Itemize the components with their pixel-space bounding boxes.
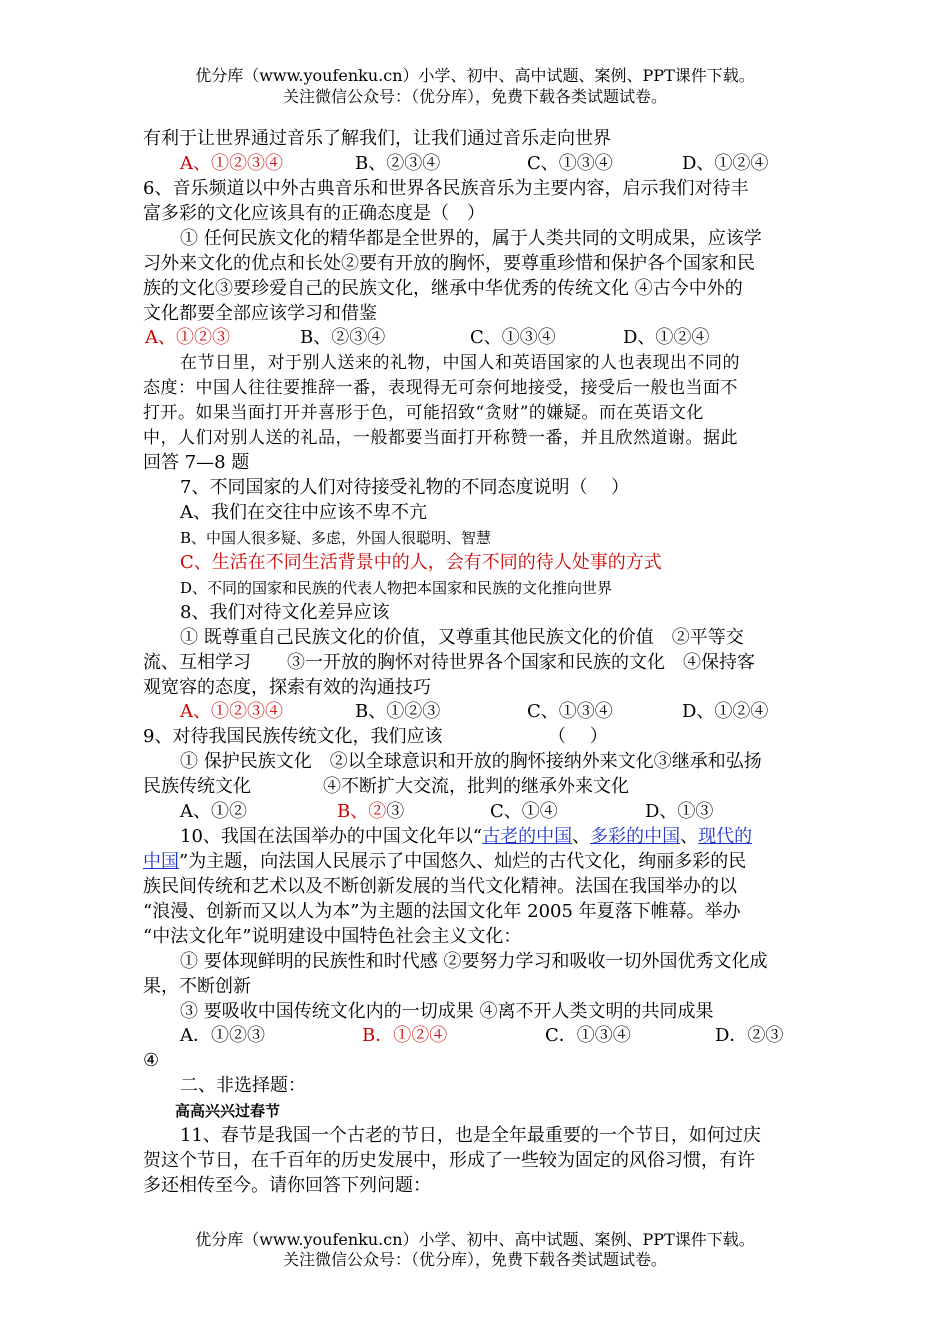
q9-option-c: C、①④	[490, 801, 558, 822]
q7-option-a: A、我们在交往中应该不卑不亢	[180, 502, 427, 523]
q10-line-1	[180, 825, 752, 849]
q5-option-c: C、①③④	[527, 153, 613, 174]
q6-stem-2: 富多彩的文化应该具有的正确态度是（ ）	[143, 203, 485, 224]
passage-line-4: 中，人们对别人送的礼品，一般都要当面打开称赞一番，并且欣然道谢。据此	[143, 428, 738, 448]
q10-body-1: 族民间传统和艺术以及不断创新发展的当代文化精神。法国在我国举办的以	[143, 876, 737, 897]
footer-line-2: 关注微信公众号：（优分库），免费下载各类试题试卷。	[282, 1250, 667, 1269]
footer-line-1: 优分库（www.youfenku.cn）小学、初中、高中试题、案例、PPT课件下载。	[195, 1230, 755, 1249]
passage-line-3: 打开。如果当面打开并喜形于色，可能招致“贪财”的嫌疑。而在英语文化	[143, 403, 704, 423]
q6-body-4: 文化都要全部应该学习和借鉴	[143, 303, 377, 324]
q5-option-a: A、①②③④	[180, 153, 283, 174]
q10-option-d: D．②③	[715, 1025, 784, 1046]
q10-sep-1: 、	[572, 826, 591, 847]
q10-item-2: ③ 要吸收中国传统文化内的一切成果 ④离不开人类文明的共同成果	[180, 1001, 714, 1022]
q8-option-b: B、①②③	[355, 701, 441, 722]
q7-option-d: D、不同的国家和民族的代表人物把本国家和民族的文化推向世界	[180, 579, 613, 597]
q11-line-1: 11、春节是我国一个古老的节日，也是全年最重要的一个节日，如何过庆	[180, 1125, 761, 1146]
q8-body-1: ① 既尊重自己民族文化的价值，又尊重其他民族文化的价值 ②平等交	[180, 627, 744, 648]
passage-line-1: 在节日里，对于别人送来的礼物，中国人和英语国家的人也表现出不同的	[180, 353, 740, 373]
q6-option-b: B、②③④	[300, 327, 386, 348]
q5-option-d: D、①②④	[682, 153, 769, 174]
q9-body-1: ① 保护民族文化 ②以全球意识和开放的胸怀接纳外来文化③继承和弘扬	[180, 751, 762, 772]
link-ancient-china[interactable]: 古老的中国	[482, 826, 573, 847]
q9-option-a: A、①②	[180, 801, 247, 822]
q10-line-2	[143, 850, 746, 874]
q11-line-2: 贺这个节日，在千百年的历史发展中，形成了一些较为固定的风俗习惯，有许	[143, 1150, 755, 1171]
q10-sep-2: 、	[680, 826, 699, 847]
q6-option-d: D、①②④	[623, 327, 710, 348]
q9-option-d: D、①③	[645, 801, 714, 822]
header-line-1: 优分库（www.youfenku.cn）小学、初中、高中试题、案例、PPT课件下载。	[195, 66, 755, 85]
section-title: 高高兴兴过春节	[175, 1102, 281, 1120]
q8-option-a: A、①②③④	[180, 701, 283, 722]
link-modern-china-cont[interactable]: 中国	[143, 851, 179, 872]
q10-intro: 10、我国在法国举办的中国文化年以“	[180, 826, 483, 847]
q10-option-c: C．①③④	[545, 1025, 631, 1046]
q6-body-1: ① 任何民族文化的精华都是全世界的，属于人类共同的文明成果，应该学	[180, 228, 762, 249]
q5-tail: 有利于让世界通过音乐了解我们，让我们通过音乐走向世界	[143, 128, 611, 149]
q7-stem: 7、不同国家的人们对待接受礼物的不同态度说明（ ）	[180, 477, 630, 498]
q10-option-d-wrap: ④	[143, 1050, 160, 1071]
q9-option-b-rest: ③	[386, 801, 405, 822]
q9-body-2: 民族传统文化 ④不断扩大交流，批判的继承外来文化	[143, 776, 629, 797]
section-heading: 二、非选择题：	[180, 1075, 306, 1096]
q9-stem: 9、对待我国民族传统文化，我们应该	[143, 726, 443, 747]
q8-stem: 8、我们对待文化差异应该	[180, 602, 390, 623]
q8-body-3: 观宽容的态度，探索有效的沟通技巧	[143, 677, 431, 698]
q10-body-2: “浪漫、创新而又以人为本”为主题的法国文化年 2005 年夏落下帷幕。举办	[143, 901, 741, 922]
q10-body-3: “中法文化年”说明建设中国特色社会主义文化：	[143, 926, 522, 947]
q10-line-2-text: ”为主题，向法国人民展示了中国悠久、灿烂的古代文化，绚丽多彩的民	[179, 851, 747, 872]
q6-option-c: C、①③④	[470, 327, 556, 348]
q8-option-c: C、①③④	[527, 701, 613, 722]
q9-option-b-red: B、②	[337, 801, 387, 822]
q5-option-b: B、②③④	[355, 153, 441, 174]
passage-line-5: 回答 7—8 题	[143, 452, 250, 473]
q6-option-a: A、①②③	[145, 327, 230, 348]
q10-option-a: A．①②③	[180, 1025, 265, 1046]
q9-option-b	[337, 800, 404, 824]
link-colorful-china[interactable]: 多彩的中国	[590, 826, 681, 847]
q7-option-b: B、中国人很多疑、多虑，外国人很聪明、智慧	[180, 529, 492, 547]
q11-line-3: 多还相传至今。请你回答下列问题：	[143, 1175, 431, 1196]
q10-item-1-cont: 果，不断创新	[143, 976, 251, 997]
link-modern-china[interactable]: 现代的	[698, 826, 753, 847]
q9-paren: （ ）	[548, 726, 608, 747]
q6-body-3: 族的文化③要珍爱自己的民族文化，继承中华优秀的传统文化 ④古今中外的	[143, 278, 743, 299]
q8-body-2: 流、互相学习 ③一开放的胸怀对待世界各个国家和民族的文化 ④保持客	[143, 652, 755, 673]
q8-option-d: D、①②④	[682, 701, 769, 722]
q6-body-2: 习外来文化的优点和长处②要有开放的胸怀，要尊重珍惜和保护各个国家和民	[143, 253, 755, 274]
header-line-2: 关注微信公众号：（优分库），免费下载各类试题试卷。	[282, 87, 667, 106]
q10-item-1: ① 要体现鲜明的民族性和时代感 ②要努力学习和吸收一切外国优秀文化成	[180, 951, 768, 972]
q10-option-b: B．①②④	[362, 1025, 448, 1046]
q6-stem-1: 6、音乐频道以中外古典音乐和世界各民族音乐为主要内容，启示我们对待丰	[143, 178, 749, 199]
q7-option-c: C、生活在不同生活背景中的人，会有不同的待人处事的方式	[180, 552, 662, 573]
passage-line-2: 态度：中国人往往要推辞一番，表现得无可奈何地接受，接受后一般也当面不	[143, 378, 738, 398]
